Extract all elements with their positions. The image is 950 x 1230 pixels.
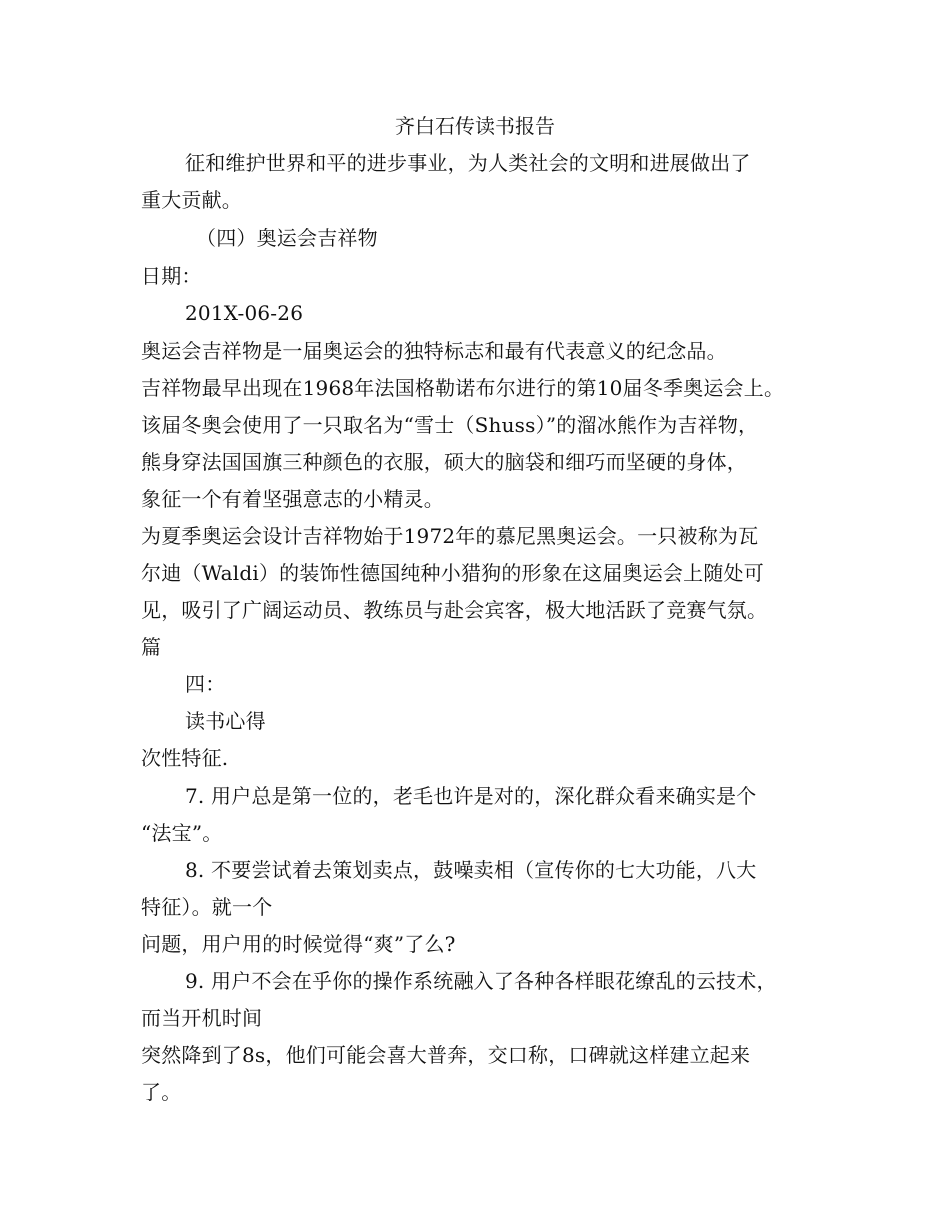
paragraph-line-26: 了。 bbox=[141, 1080, 182, 1104]
list-item-8: 8. 不要尝试着去策划卖点，鼓噪卖相（宣传你的七大功能，八大 bbox=[185, 858, 757, 882]
paragraph-line-15: 四： bbox=[185, 672, 226, 696]
paragraph-line-11: 为夏季奥运会设计吉祥物始于1972年的慕尼黑奥运会。一只被称为瓦 bbox=[141, 524, 759, 548]
list-item-7: 7. 用户总是第一位的，老毛也许是对的，深化群众看来确实是个 bbox=[185, 784, 757, 808]
reading-notes-heading: 读书心得 bbox=[185, 709, 266, 733]
paragraph-line-8: 该届冬奥会使用了一只取名为“雪士（Shuss）”的溜冰熊作为吉祥物， bbox=[141, 413, 759, 437]
paragraph-line-7: 吉祥物最早出现在1968年法国格勒诺布尔进行的第10届冬季奥运会上。 bbox=[141, 376, 785, 400]
paragraph-line-14: 篇 bbox=[141, 635, 162, 659]
list-item-9: 9. 用户不会在乎你的操作系统融入了各种各样眼花缭乱的云技术， bbox=[185, 969, 777, 993]
paragraph-line-17: 次性特征. bbox=[141, 746, 229, 770]
date-label: 日期： bbox=[141, 264, 202, 288]
paragraph-line-21: 特征）。就一个 bbox=[141, 895, 273, 919]
paragraph-line-25: 突然降到了8s，他们可能会喜大普奔，交口称，口碑就这样建立起来 bbox=[141, 1043, 751, 1067]
paragraph-line-1: 征和维护世界和平的进步事业，为人类社会的文明和进展做出了 bbox=[185, 151, 751, 175]
paragraph-line-24: 而当开机时间 bbox=[141, 1006, 263, 1030]
paragraph-line-6: 奥运会吉祥物是一届奥运会的独特标志和最有代表意义的纪念品。 bbox=[141, 339, 727, 363]
paragraph-line-10: 象征一个有着坚强意志的小精灵。 bbox=[141, 487, 444, 511]
paragraph-line-2: 重大贡献。 bbox=[141, 188, 242, 212]
paragraph-line-9: 熊身穿法国国旗三种颜色的衣服，硕大的脑袋和细巧而坚硬的身体， bbox=[141, 450, 747, 474]
paragraph-line-22: 问题，用户用的时候觉得“爽”了么? bbox=[141, 932, 456, 956]
paragraph-line-13: 见，吸引了广阔运动员、教练员与赴会宾客，极大地活跃了竞赛气氛。 bbox=[141, 598, 768, 622]
paragraph-line-12: 尔迪（Waldi）的装饰性德国纯种小猎狗的形象在这届奥运会上随处可 bbox=[141, 561, 764, 585]
section-heading: （四）奥运会吉祥物 bbox=[196, 226, 378, 250]
date-value: 201X-06-26 bbox=[185, 301, 304, 325]
paragraph-line-19: “法宝”。 bbox=[141, 821, 223, 845]
document-title: 齐白石传读书报告 bbox=[395, 114, 555, 138]
